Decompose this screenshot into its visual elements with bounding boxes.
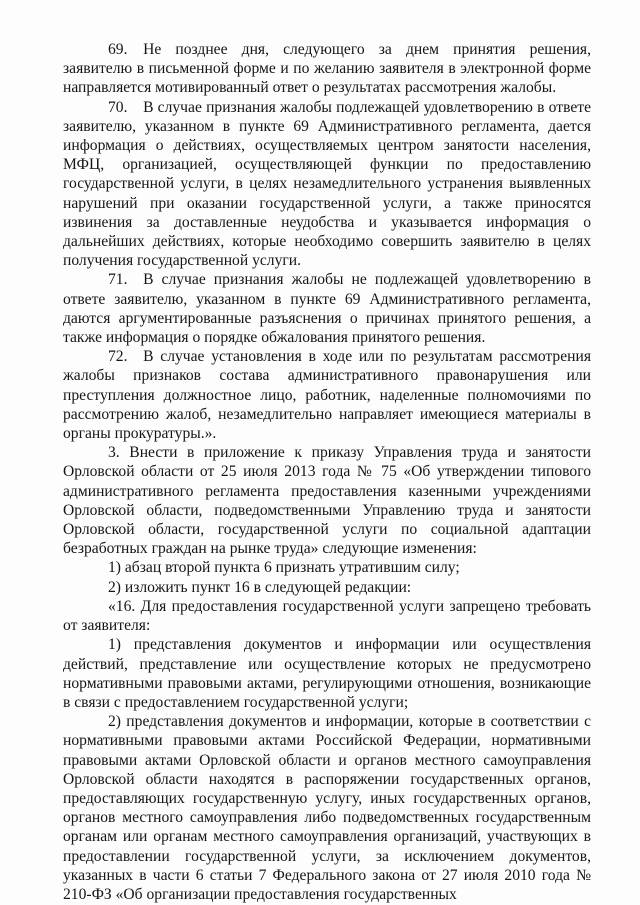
paragraph-16-item-1: 1) представления документов и информации или осуществления действий, представление или осуществление которых не предусмотрено нормативными правовыми актами, регулирующими отношения, возникающие в связи с предоставлением государственной услуги;	[63, 636, 591, 711]
paragraph-subitem-1: 1) абзац второй пункта 6 признать утратившим силу;	[108, 559, 460, 577]
paragraph-70: 70. В случае признания жалобы подлежащей удовлетворению в ответе заявителю, указанном в пункте 69 Административного регламента, дается информация о действиях, осуществляемых центром занятости населения, МФЦ, организацией, осуществляющей функции по предоставлению государственной услуги, в целях незамедлительного устранения выявленных нарушений при оказании государственной услуги, а также приносятся извинения за доставленные неудобства и указывается информация о дальнейших действиях, которые необходимо совершить заявителю в целях получения государственной услуги.	[63, 98, 591, 270]
paragraph-69: 69. Не позднее дня, следующего за днем принятия решения, заявителю в письменной форме и по желанию заявителя в электронной форме направляется мотивированный ответ о результатах рассмотрения жалобы.	[63, 41, 591, 97]
paragraph-16-intro: «16. Для предоставления государственной услуги запрещено требовать от заявителя:	[63, 597, 591, 635]
paragraph-subitem-2: 2) изложить пункт 16 в следующей редакции:	[108, 578, 412, 596]
paragraph-71: 71. В случае признания жалобы не подлежащей удовлетворению в ответе заявителю, указанном в пункте 69 Административного регламента, даются аргументированные разъяснения о причинах принятого решения, а также информация о порядке обжалования принятого решения.	[63, 271, 591, 347]
paragraph-72: 72. В случае установления в ходе или по результатам рассмотрения жалобы признаков состава административного правонарушения или преступления должностное лицо, работник, наделенные полномочиями по рассмотрению жалоб, незамедлительно направляет имеющиеся материалы в органы прокуратуры.».	[63, 348, 591, 443]
paragraph-16-item-2: 2) представления документов и информации, которые в соответствии с нормативными правовыми актами Российской Федерации, нормативными правовыми актами Орловской области и органов местного самоуправления Орловской области находятся в распоряжении государственных органов, предоставляющих государственную услугу, иных государственных органов, органов местного самоуправления либо подведомственных государственным органам или органам местного самоуправления организаций, участвующих в предоставлении государственной услуги, за исключением документов, указанных в части 6 статьи 7 Федерального закона от 27 июля 2010 года № 210-ФЗ «Об организации предоставления государственных	[63, 713, 591, 903]
paragraph-item-3: 3. Внести в приложение к приказу Управления труда и занятости Орловской области от 25 июля 2013 года № 75 «Об утверждении типового административного регламента предоставления казенными учреждениями Орловской области, подведомственными Управлению труда и занятости Орловской области, государственной услуги по социальной адаптации безработных граждан на рынке труда» следующие изменения:	[63, 444, 591, 558]
document-body	[63, 40, 591, 904]
